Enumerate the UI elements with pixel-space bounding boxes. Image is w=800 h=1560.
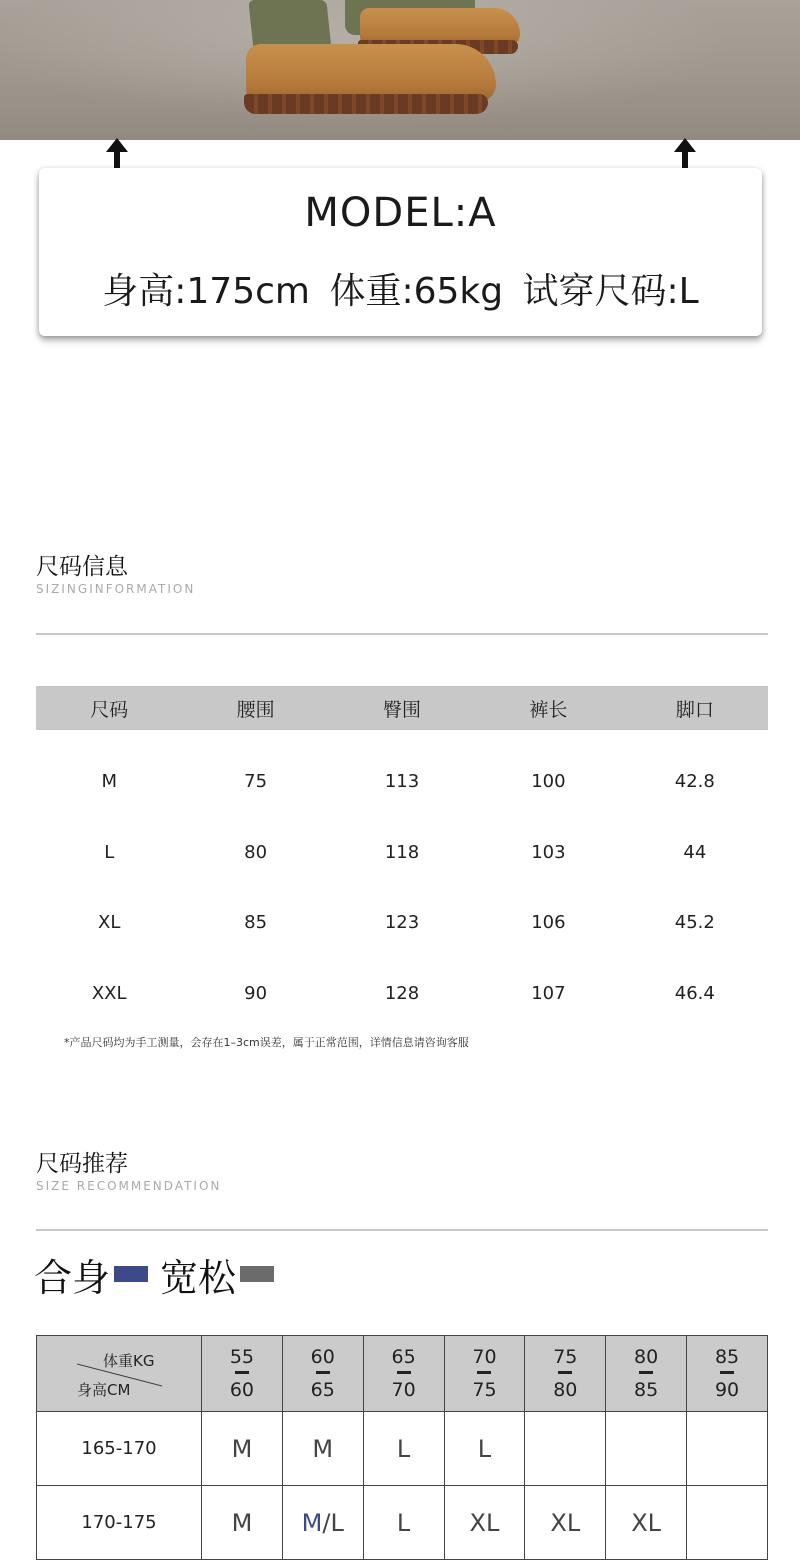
size-cell: XL <box>525 1486 606 1560</box>
range-dash <box>639 1371 653 1374</box>
size-cell: M <box>202 1486 283 1560</box>
range-dash <box>720 1371 734 1374</box>
table-row <box>36 902 768 942</box>
loose-color-swatch <box>240 1266 274 1282</box>
weight-to: 90 <box>714 1379 740 1401</box>
weight-to: 70 <box>391 1379 416 1401</box>
table-row <box>36 832 768 872</box>
model-height: 身高:175cm <box>102 271 310 312</box>
hip-cell: 128 <box>384 982 420 1004</box>
fit-label: 合身 <box>34 1255 111 1300</box>
range-dash <box>477 1371 491 1374</box>
weight-to: 65 <box>310 1379 335 1401</box>
weight-range-header <box>363 1336 444 1412</box>
column-header: 尺码 <box>90 698 129 721</box>
product-photo <box>0 0 800 140</box>
weight-range-header <box>606 1336 687 1412</box>
weight-range-header <box>687 1336 768 1412</box>
size-cell: XXL <box>91 982 127 1004</box>
size-cell: L <box>104 841 115 863</box>
size-cell-split <box>282 1486 363 1560</box>
weight-from: 55 <box>229 1346 255 1368</box>
table-row <box>36 973 768 1013</box>
length-cell: 100 <box>531 770 566 792</box>
size-cell <box>525 1412 606 1486</box>
model-title: MODEL:A <box>304 190 497 236</box>
fit-color-swatch <box>114 1266 148 1282</box>
table-row <box>37 1412 768 1486</box>
weight-to: 85 <box>634 1379 659 1401</box>
table-row <box>37 1486 768 1560</box>
column-header: 腰围 <box>236 698 275 721</box>
size-cell: L <box>363 1412 444 1486</box>
hip-cell: 123 <box>384 911 420 933</box>
hem-cell: 46.4 <box>674 982 715 1004</box>
model-stats <box>39 263 762 314</box>
measurement-note: *产品尺码均为手工测量，会存在1–3cm误差，属于正常范围，详情信息请咨询客服 <box>64 1036 469 1049</box>
hip-cell: 113 <box>384 770 420 792</box>
waist-cell: 75 <box>244 770 268 792</box>
hem-cell: 45.2 <box>674 911 715 933</box>
column-header: 脚口 <box>675 698 714 721</box>
range-dash <box>316 1371 330 1374</box>
table-header-row <box>37 1336 768 1412</box>
loose-size: /L <box>322 1508 344 1537</box>
section-divider <box>36 1229 768 1231</box>
weight-axis-label: 体重KG <box>103 1352 155 1370</box>
size-cell: M <box>202 1412 283 1486</box>
range-dash <box>397 1371 411 1374</box>
weight-range-header <box>444 1336 525 1412</box>
range-dash <box>235 1371 249 1374</box>
fit-size: M <box>301 1508 323 1537</box>
height-range-cell: 170-175 <box>37 1486 202 1560</box>
height-range-cell: 165-170 <box>37 1412 202 1486</box>
hem-cell: 42.8 <box>674 770 715 792</box>
recommend-section-subtitle: SIZE RECOMMENDATION <box>36 1179 222 1193</box>
weight-from: 70 <box>472 1346 497 1368</box>
length-cell: 103 <box>531 841 566 863</box>
fit-legend <box>34 1250 286 1298</box>
sizing-section-title: 尺码信息 <box>36 554 128 580</box>
model-info-card <box>39 168 762 336</box>
boot-sole <box>244 94 488 114</box>
size-cell <box>687 1486 768 1560</box>
weight-to: 60 <box>229 1379 255 1401</box>
size-cell: L <box>363 1486 444 1560</box>
weight-from: 85 <box>714 1346 740 1368</box>
weight-range-header <box>202 1336 283 1412</box>
size-cell: M <box>282 1412 363 1486</box>
column-header: 臀围 <box>383 698 422 721</box>
size-cell: M <box>101 770 117 792</box>
sizing-section-subtitle: SIZINGINFORMATION <box>36 582 196 596</box>
waist-cell: 80 <box>244 841 268 863</box>
hem-cell: 44 <box>683 841 707 863</box>
weight-from: 60 <box>310 1346 335 1368</box>
weight-range-header <box>525 1336 606 1412</box>
size-cell: XL <box>444 1486 525 1560</box>
weight-from: 75 <box>553 1346 578 1368</box>
table-row <box>36 761 768 801</box>
weight-from: 65 <box>391 1346 416 1368</box>
size-cell <box>687 1412 768 1486</box>
weight-to: 80 <box>553 1379 578 1401</box>
weight-to: 75 <box>472 1379 497 1401</box>
corner-header <box>37 1336 202 1412</box>
section-divider <box>36 633 768 635</box>
weight-from: 80 <box>634 1346 659 1368</box>
size-cell: XL <box>606 1486 687 1560</box>
column-header: 裤长 <box>529 698 568 721</box>
loose-label: 宽松 <box>160 1255 237 1300</box>
size-table-header <box>36 686 768 730</box>
size-recommendation-table <box>36 1335 768 1560</box>
range-dash <box>558 1371 572 1374</box>
length-cell: 107 <box>531 982 566 1004</box>
size-cell: XL <box>98 911 121 933</box>
waist-cell: 90 <box>244 982 268 1004</box>
height-axis-label: 身高CM <box>77 1381 131 1399</box>
hip-cell: 118 <box>384 841 420 863</box>
model-size: 试穿尺码:L <box>522 271 699 312</box>
model-weight: 体重:65kg <box>329 271 504 312</box>
waist-cell: 85 <box>244 911 268 933</box>
recommend-section-title: 尺码推荐 <box>36 1151 128 1177</box>
weight-range-header <box>282 1336 363 1412</box>
size-cell <box>606 1412 687 1486</box>
size-cell: L <box>444 1412 525 1486</box>
length-cell: 106 <box>531 911 566 933</box>
